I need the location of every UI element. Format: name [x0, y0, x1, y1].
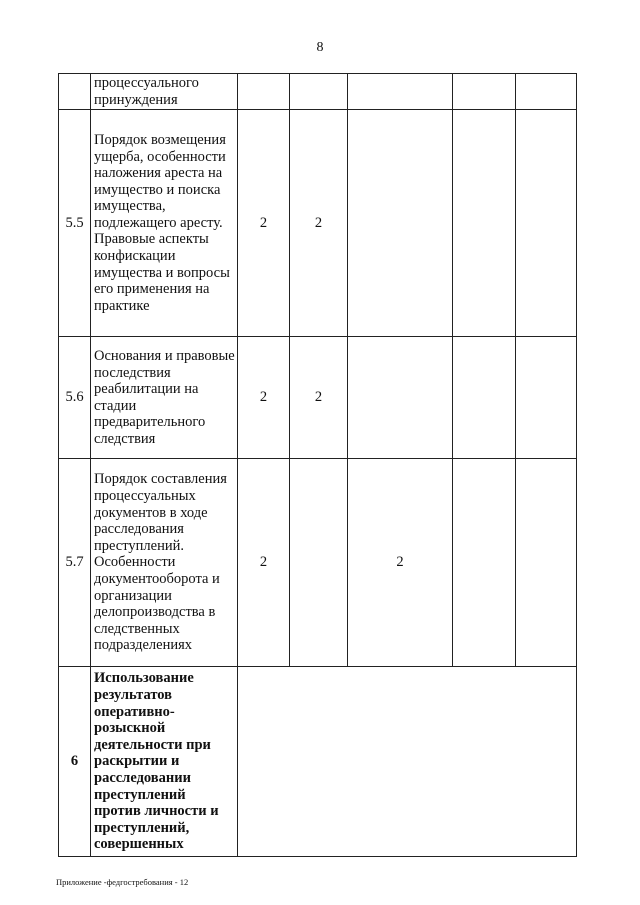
- hours-seminars: [453, 337, 516, 459]
- hours-practical: 2: [348, 459, 453, 667]
- hours-lectures: [290, 459, 348, 667]
- curriculum-table: [58, 73, 577, 857]
- hours-lectures: 2: [290, 337, 348, 459]
- topic-cell: Порядок возмещения ущерба, особенности наложения ареста на имущество и поиска имущества, подлежащего аресту. Правовые аспекты конфискации имущества и вопросы его применения на практике: [91, 110, 238, 337]
- row-number: 5.5: [59, 110, 91, 337]
- hours-other: [516, 74, 577, 110]
- hours-lectures: 2: [290, 110, 348, 337]
- row-number: [59, 74, 91, 110]
- hours-lectures: [290, 74, 348, 110]
- hours-seminars: [453, 110, 516, 337]
- hours-total: [238, 74, 290, 110]
- hours-other: [516, 459, 577, 667]
- hours-practical: [348, 110, 453, 337]
- footer-note: Приложение -федгостребования - 12: [56, 877, 189, 887]
- hours-total: 2: [238, 459, 290, 667]
- row-number: 6: [59, 667, 91, 857]
- hours-other: [516, 110, 577, 337]
- empty-merged-cell: [238, 667, 577, 857]
- table-row: [59, 337, 577, 459]
- hours-practical: [348, 337, 453, 459]
- table-row: [59, 667, 577, 857]
- hours-practical: [348, 74, 453, 110]
- topic-cell: Основания и правовые последствия реабилитации на стадии предварительного следствия: [91, 337, 238, 459]
- table-row: [59, 459, 577, 667]
- page-number: 8: [316, 40, 324, 55]
- table-row: [59, 74, 577, 110]
- topic-cell: Порядок составления процессуальных документов в ходе расследования преступлений. Особенности документооборота и организации делопроизводства в следственных подразделениях: [91, 459, 238, 667]
- row-number: 5.7: [59, 459, 91, 667]
- hours-total: 2: [238, 110, 290, 337]
- hours-total: 2: [238, 337, 290, 459]
- hours-seminars: [453, 459, 516, 667]
- hours-seminars: [453, 74, 516, 110]
- topic-cell: процессуального принуждения: [91, 74, 238, 110]
- row-number: 5.6: [59, 337, 91, 459]
- hours-other: [516, 337, 577, 459]
- table-row: [59, 110, 577, 337]
- topic-cell: Использование результатов оперативно-розыскной деятельности при раскрытии и расследовании преступлений против личности и преступлений, совершенных: [91, 667, 238, 857]
